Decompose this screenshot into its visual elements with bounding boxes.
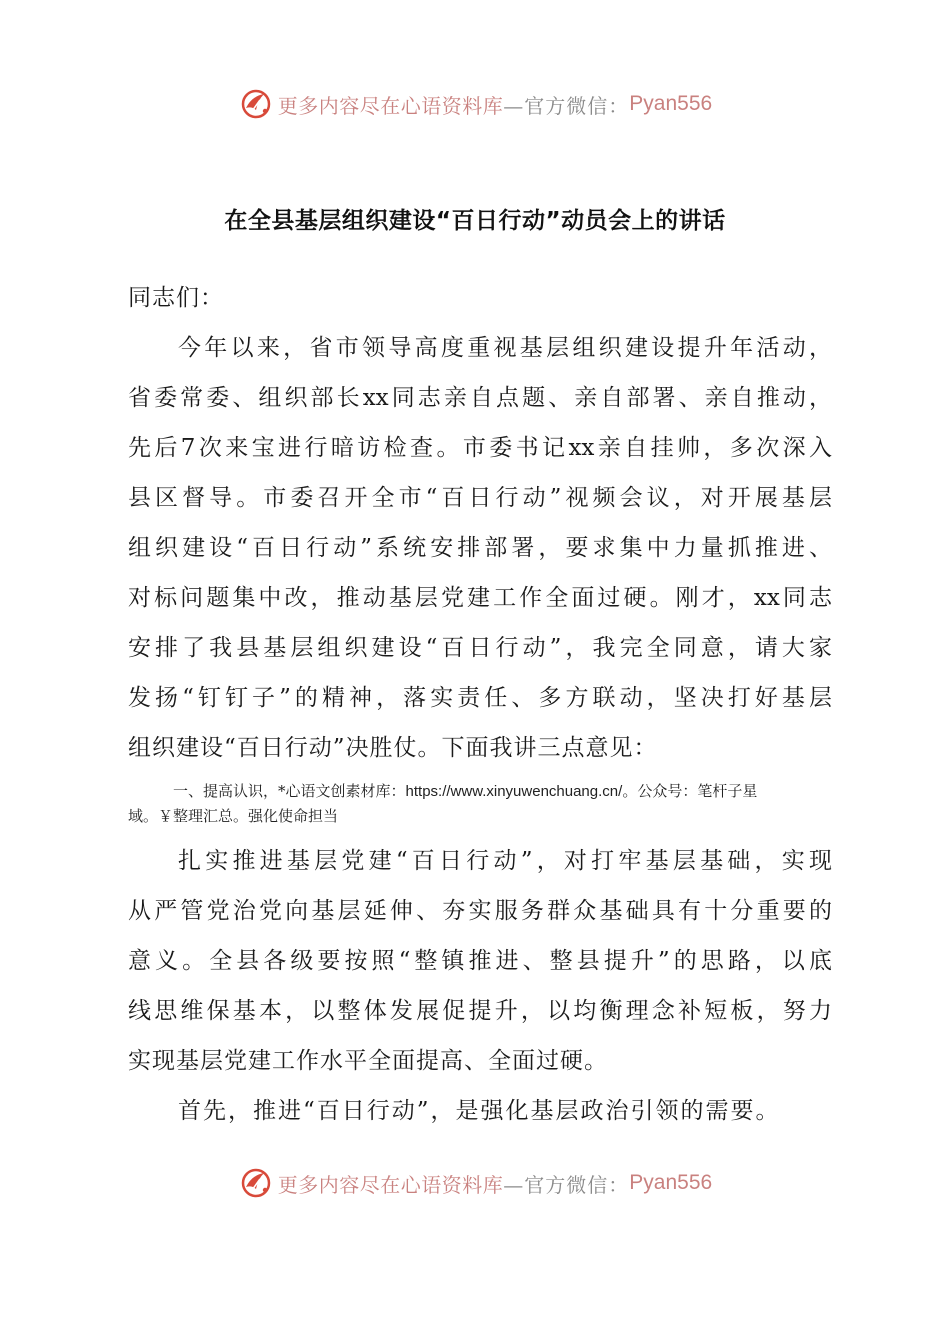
paragraph-line: 组织建设“百日行动”决胜仗。下面我讲三点意见： — [128, 735, 658, 761]
header-brand-text: 更多内容尽在心语资料库 — [277, 93, 504, 118]
note-suffix: 。公众号：笔杆子星 — [622, 782, 758, 800]
salutation: 同志们： — [128, 285, 224, 311]
document-title: 在全县基层组织建设“百日行动”动员会上的讲话 — [224, 208, 726, 234]
paragraph-line: 实现基层党建工作水平全面提高、全面过硬。 — [128, 1048, 608, 1074]
paragraph-line: 省委常委、组织部长xx同志亲自点题、亲自部署、亲自推动， — [128, 385, 832, 411]
paragraph-line: 安排了我县基层组织建设“百日行动”，我完全同意，请大家 — [128, 635, 832, 661]
paragraph-2 — [128, 836, 832, 1086]
paragraph-line: 今年以来，省市领导高度重视基层组织建设提升年活动， — [178, 335, 832, 361]
paragraph-line: 先后7次来宝进行暗访检查。市委书记xx亲自挂帅，多次深入 — [128, 435, 832, 461]
paragraph-line: 线思维保基本，以整体发展促提升，以均衡理念补短板，努力 — [128, 998, 832, 1024]
paragraph-line: 县区督导。市委召开全市“百日行动”视频会议，对开展基层 — [128, 485, 832, 511]
note-line-2: 域。￥整理汇总。强化使命担当 — [128, 807, 339, 825]
brand-logo-icon — [238, 86, 274, 122]
note-line-1 — [128, 779, 832, 804]
note-prefix: 一、提高认识，*心语文创素材库： — [173, 782, 406, 800]
paragraph-line: 组织建设“百日行动”系统安排部署，要求集中力量抓推进、 — [128, 535, 832, 561]
brand-logo-icon — [238, 1165, 274, 1201]
footer-brand-text: 更多内容尽在心语资料库 — [277, 1172, 504, 1197]
document-body — [128, 273, 832, 1136]
paragraph-line: 从严管党治党向基层延伸、夯实服务群众基础具有十分重要的 — [128, 898, 832, 924]
header-wechat-id: Pyan556 — [629, 92, 713, 115]
paragraph-3 — [128, 1086, 832, 1136]
footer-official-text: —官方微信： — [503, 1172, 630, 1197]
footer-wechat-id: Pyan556 — [629, 1171, 713, 1194]
footer-banner — [0, 1161, 950, 1205]
paragraph-line: 对标问题集中改，推动基层党建工作全面过硬。刚才，xx同志 — [128, 585, 832, 611]
section-heading-note — [128, 779, 832, 828]
paragraph-1 — [128, 323, 832, 773]
note-url: https://www.xinyuwenchuang.cn/ — [405, 783, 623, 800]
header-official-text: —官方微信： — [503, 93, 630, 118]
paragraph-line: 意义。全县各级要按照“整镇推进、整县提升”的思路，以底 — [128, 948, 832, 974]
paragraph-line: 首先，推进“百日行动”，是强化基层政治引领的需要。 — [178, 1098, 781, 1124]
paragraph-line: 发扬“钉钉子”的精神，落实责任、多方联动，坚决打好基层 — [128, 685, 832, 711]
paragraph-line: 扎实推进基层党建“百日行动”，对打牢基层基础，实现 — [178, 848, 832, 874]
header-banner — [0, 82, 950, 126]
